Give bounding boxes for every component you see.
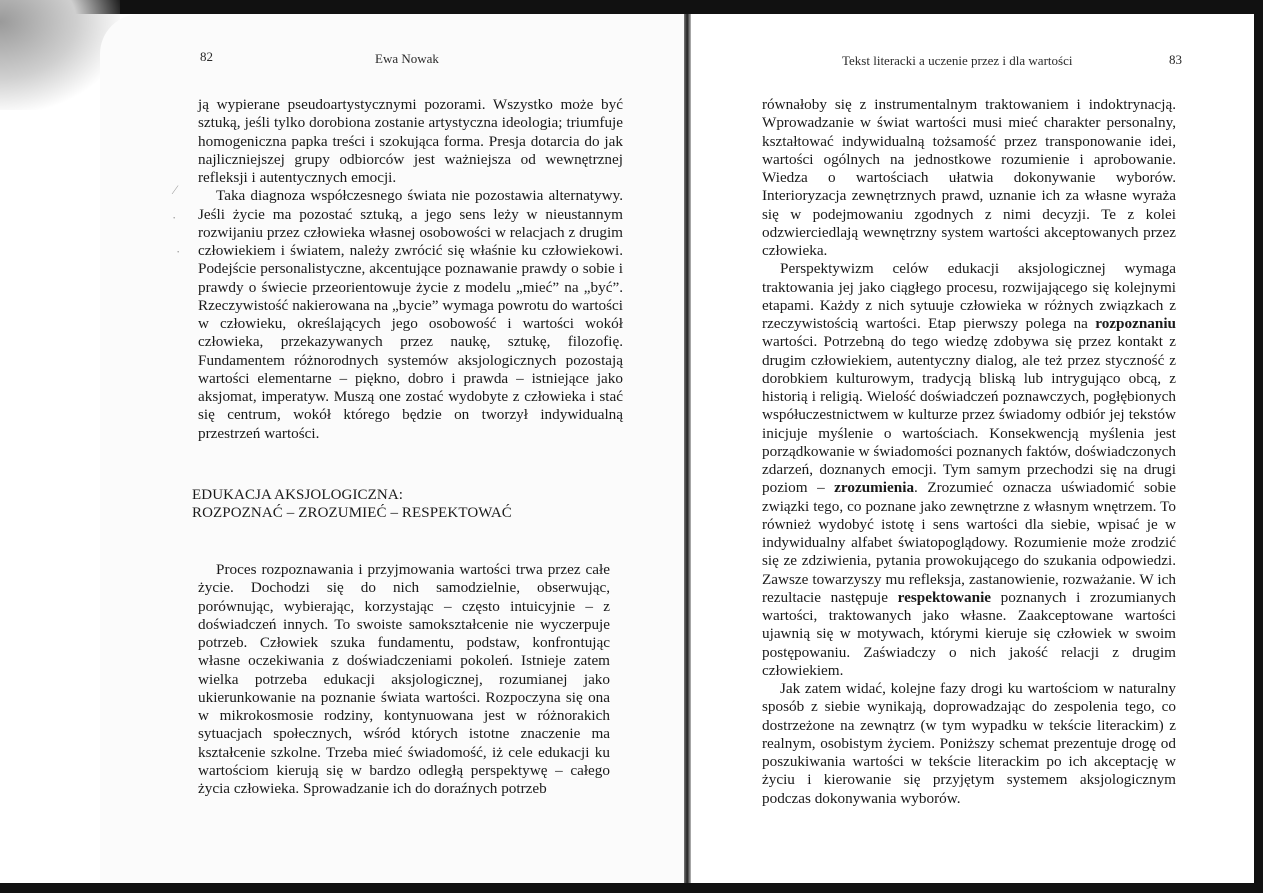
left-body-upper [198, 96, 623, 443]
left-running-head: Ewa Nowak [375, 51, 439, 66]
text-run: poznanych i zrozumianych wartości, traktowanych jako własne. Zaakceptowane wartości ujawnią się w motywach, którymi kieruje się człowiek w swoim postępowaniu. Zaświadczy o nich jakość relacji z drugim człowiekiem. [762, 588, 1176, 679]
book-gutter [684, 14, 691, 893]
left-page-number: 82 [200, 49, 213, 64]
scan-top-edge [0, 0, 1263, 14]
paragraph: Taka diagnoza współczesnego świata nie pozostawia alternatywy. Jeśli życie ma pozostać sztuką, a jego sens leży w nieustannym rozwijaniu przez człowieka własnej osobowości w relacjach z drugim człowiekiem i światem, należy zwrócić się właśnie ku człowiekowi. Podejście personalistyczne, akcentujące poznawanie prawdy o sobie i prawdy o świecie przeorientowuje życie z modelu „mieć” na „być”. Rzeczywistość nakierowana na „bycie” wymaga powrotu do wartości w człowieku, określających jego osobowość i wartości wokół człowieka, przekazywanych przez naukę, sztukę, filozofię. Fundamentem różnorodnych systemów aksjologicznych pozostają wartości elementarne – piękno, dobro i prawda – istniejące jako aksjomat, imperatyw. Muszą one zostać wydobyte z człowieka i stać się centrum, wokół którego będzie on tworzył indywidualną przestrzeń wartości. [198, 187, 623, 442]
bold-term-rozpoznanie: rozpoznaniu [1095, 315, 1176, 332]
right-running-head: Tekst literacki a uczenie przez i dla wartości [842, 53, 1073, 68]
left-page [100, 14, 685, 893]
bold-term-zrozumienie: zrozumienia [834, 479, 915, 497]
section-heading-line-1: EDUKACJA AKSJOLOGICZNA: [192, 487, 404, 503]
section-heading [192, 486, 512, 522]
left-body-lower [198, 561, 610, 798]
bold-term-respektowanie: respektowanie [897, 588, 992, 606]
paragraph: Jak zatem widać, kolejne fazy drogi ku wartościom w naturalny sposób z siebie wynikają, doprowadzając do zespolenia tego, co dostrzeżone na zewnątrz (w tym wypadku w tekście literackim) z realnym, osobistym życiem. Poniższy schemat prezentuje drogę od poszukiwania wartości w tekście literackim po ich akceptację w życiu i kierowanie się przyjętym systemem aksjologicznym podczas dokonywania wyborów. [762, 680, 1176, 807]
margin-pencil-mark: · [176, 244, 181, 259]
section-heading-line-2: ROZPOZNAĆ – ZROZUMIEĆ – RESPEKTOWAĆ [192, 505, 512, 521]
right-page-number: 83 [1169, 52, 1182, 67]
paragraph: Proces rozpoznawania i przyjmowania wartości trwa przez całe życie. Dochodzi się do nich samodzielnie, obserwując, porównując, wybierając, korzystając – często intuicyjnie – z doświadczeń innych. To swoiste samokształcenie nie wyczerpuje potrzeb. Człowiek szuka fundamentu, podstaw, konfrontując własne oczekiwania z doświadczeniami pokoleń. Istnieje zatem wielka potrzeba edukacji aksjologicznej, rozumianej jako ukierunkowanie na poznanie świata wartości. Rozpoczyna się ona w mikrokosmosie rodziny, kontynuowana jest w różnorakich sytuacjach społecznych, wśród których istotne znaczenie ma kształcenie szkolne. Trzeba mieć świadomość, iż cele edukacji ku wartościom kierują się w bardzo odległą perspektywę – całego życia człowieka. Sprowadzanie ich do doraźnych potrzeb [198, 561, 610, 797]
right-body [762, 96, 1176, 808]
text-run: Perspektywizm celów edukacji aksjologicznej wymaga traktowania jej jako ciągłego procesu, rozwijającego się kolejnymi etapami. Każdy z nich sytuuje człowieka w różnych związkach z rzeczywistością wartości. Etap pierwszy polega na [762, 260, 1176, 332]
scan-right-edge [1254, 14, 1263, 893]
scan-bottom-edge [0, 883, 1263, 893]
right-page [691, 14, 1254, 893]
paragraph: równałoby się z instrumentalnym traktowaniem i indoktrynacją. Wprowadzanie w świat wartości musi mieć charakter personalny, kształtować indywidualną tożsamość przez transponowanie idei, wartości ogólnych na jednostkowe rozumienie i aprobowanie. Wiedza o wartościach ułatwia dokonywanie wyborów. Interioryzacja zewnętrznych prawd, uznanie ich za własne wyraża się w podejmowaniu zgodnych z nimi decyzji. Te z kolei odzwierciedlają wewnętrzny system wartości akceptowanych przez człowieka. [762, 96, 1176, 259]
text-run: . Zrozumieć oznacza uświadomić sobie związki tego, co poznane jako zewnętrzne z własnym wnętrzem. To również wydobyć istotę i sens wartości dla siebie, wpisać je w indywidualny alfabet światopoglądowy. Rozumienie może zrodzić się ze zdziwienia, pytania prowokującego do szukania odpowiedzi. Zawsze towarzyszy mu refleksja, zastanowienie, rozważanie. W ich rezultacie następuje [762, 479, 1176, 606]
paragraph: ją wypierane pseudoartystycznymi pozorami. Wszystko może być sztuką, jeśli tylko dorobiona zostanie artystyczna ideologia; triumfuje homogeniczna papka treści i szokująca forma. Presja dotarcia do jak najliczniejszej grupy odbiorców jest ważniejsza od wewnętrznej refleksji i autentycznych emocji. [198, 96, 623, 186]
paragraph [762, 260, 1176, 680]
margin-pencil-mark: · [172, 210, 177, 225]
margin-pencil-mark: ⁄ [174, 182, 177, 197]
text-run: wartości. Potrzebną do tego wiedzę zdobywa się przez kontakt z drugim człowiekiem, autentyczny dialog, ale też przez styczność z dorobkiem kulturowym, tradycją bliską lub intrygująco obcą, z historią i religią. Wielość doświadczeń poznawczych, pogłębionych współuczestnictwem w kulturze przez świadomy odbiór jej tekstów inicjuje myślenie o wartościach. Konsekwencją myślenia jest porządkowanie w świadomości poznanych faktów, doświadczonych zdarzeń, doznanych emocji. Tym samym przechodzi się na drugi poziom – [762, 333, 1177, 497]
